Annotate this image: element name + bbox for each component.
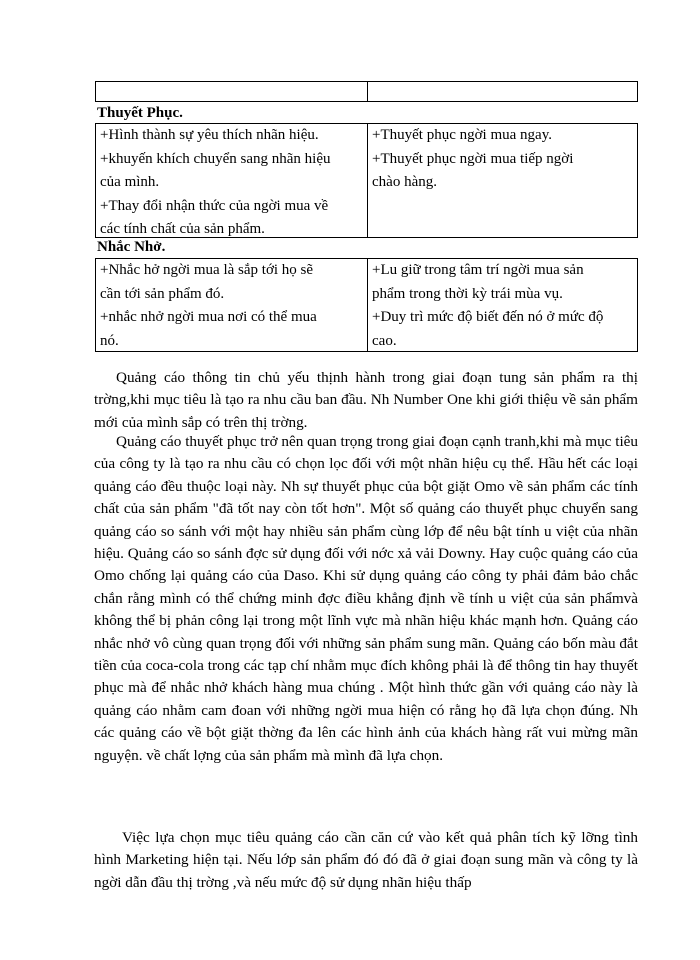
table-line: chào hàng. <box>372 174 437 190</box>
paragraph-informative: Quảng cáo thông tin chủ yếu thịnh hành trong giai đoạn tung sản phẩm ra thị trờng,khi mục tiêu là tạo ra nhu cầu ban đầu. Nh Number One khi giới thiệu về sản phẩm mới của mình sắp có trên thị trờng. <box>94 369 638 431</box>
table-line: +Lu giữ trong tâm trí ngời mua sản <box>372 262 584 278</box>
empty-table-row <box>95 81 638 102</box>
table-column-divider <box>367 82 368 101</box>
table-line: +Hình thành sự yêu thích nhãn hiệu. <box>100 127 319 143</box>
table-line: cần tới sản phẩm đó. <box>100 285 225 302</box>
persuade-table <box>95 123 638 238</box>
table-line: phẩm trong thời kỳ trái mùa vụ. <box>372 285 563 302</box>
table-line: các tính chất của sản phẩm. <box>100 221 265 237</box>
table-line: +Thuyết phục ngời mua ngay. <box>372 127 552 143</box>
remind-table-right-cell <box>368 259 637 351</box>
table-line: +Thuyết phục ngời mua tiếp ngời <box>372 150 574 167</box>
paragraph-objective-selection: Việc lựa chọn mục tiêu quảng cáo cần căn cứ vào kết quả phân tích kỹ lỡng tình hình Marketing hiện tại. Nếu lớp sản phẩm đó đó đã ở giai đoạn sung mãn và công ty là ngời dẫn đầu thị trờng ,và nếu mức độ sử dụng nhãn hiệu thấp <box>94 829 638 891</box>
table-line: +Duy trì mức độ biết đến nó ở mức độ <box>372 309 604 325</box>
table-line: +nhắc nhở ngời mua nơi có thể mua <box>100 309 317 325</box>
heading-persuade: Thuyết Phục. <box>97 105 183 121</box>
table-line: +khuyến khích chuyển sang nhãn hiệu <box>100 150 331 167</box>
table-line: +Nhắc hở ngời mua là sắp tới họ sẽ <box>100 262 314 278</box>
table-line: +Thay đổi nhận thức của ngời mua về <box>100 197 329 214</box>
paragraph-persuasive: Quảng cáo thuyết phục trở nên quan trọng trong giai đoạn cạnh tranh,khi mà mục tiêu của công ty là tạo ra nhu cầu có chọn lọc đối với một nhãn hiệu cụ thể. Hầu hết các loại quảng cáo đều thuộc loại này. Nh sự thuyết phục của bột giặt Omo về sản phẩm các tính chất của sản phẩm "đã tốt nay còn tốt hơn". Một số quảng cáo thuyết phục chuyển sang quảng cáo so sánh với một hay nhiều sản phẩm cùng lớp để nêu bật tính u việt của nhãn hiệu. Quảng cáo so sánh đợc sử dụng đối với nớc xả vải Downy. Hay cuộc quảng cáo của Omo chống lại quảng cáo của Daso. Khi sử dụng quảng cáo công ty phải đảm bảo chắc chắn rằng mình có thể chứng minh đợc điều khẳng định về tính u việt của sản phẩmvà không thể bị phản công lại trong một lĩnh vực mà nhãn hiệu khác mạnh hơn. Quảng cáo nhắc nhở vô cùng quan trọng đối với những sản phẩm sung mãn. Quảng cáo bốn màu đắt tiền của coca-cola trong các tạp chí nhằm mục đích không phải là để thông tin hay thuyết phục mà để nhắc nhở khách hàng mua chúng . Một hình thức gần với quảng cáo này là quảng cáo nhằm cam đoan với những ngời mua hiện có rằng họ đã lựa chọn đúng. Nh các quảng cáo về bột giặt thờng đa lên các hình ảnh của khách hàng rất vui mừng mãn nguyện. về chất lợng của sản phẩm mà mình đã lựa chọn. <box>94 433 638 764</box>
remind-table <box>95 258 638 352</box>
persuade-table-right-cell <box>368 124 637 237</box>
heading-remind: Nhắc Nhở. <box>97 239 166 255</box>
remind-table-left-cell <box>96 259 368 351</box>
table-line: của mình. <box>100 174 160 190</box>
table-line: cao. <box>372 332 397 349</box>
table-line: nó. <box>100 332 119 349</box>
persuade-table-left-cell <box>96 124 368 237</box>
